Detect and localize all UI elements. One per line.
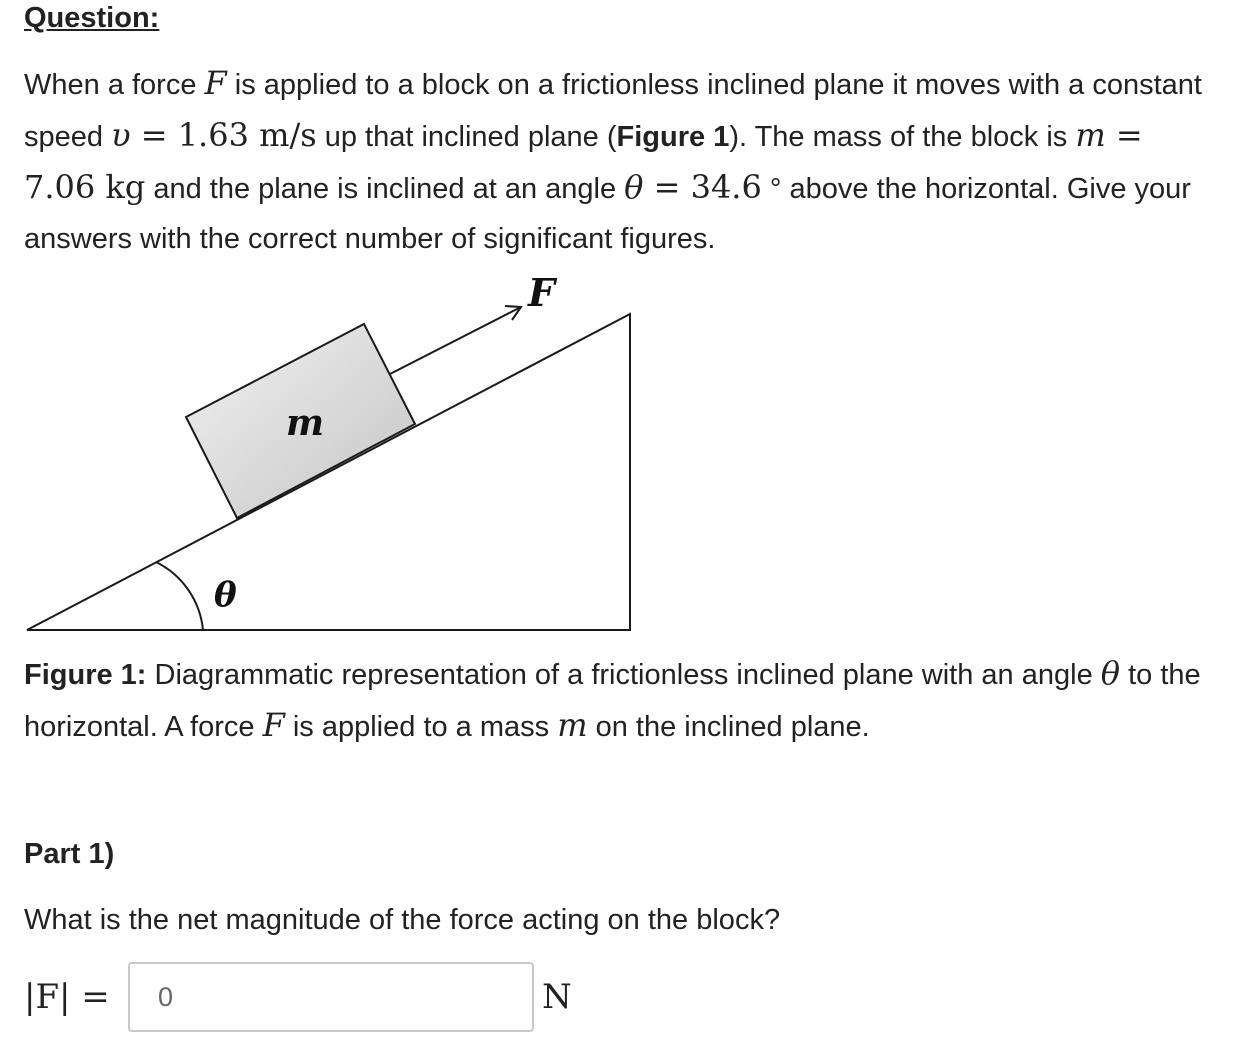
- force-line: [390, 307, 521, 374]
- figure-caption: Figure 1: Diagrammatic representation of a frictionless inclined plane with an angle θ to the horizontal. A force F is applied to a mass m on the inclined plane.: [24, 654, 1201, 744]
- var-speed: υ: [111, 116, 131, 154]
- angle-value: 34.6: [690, 168, 762, 206]
- angle-label: θ: [214, 575, 237, 615]
- mass-value: 7.06 kg: [24, 168, 146, 206]
- inclined-plane-figure: [0, 262, 660, 642]
- answer-label: |F| =: [24, 977, 110, 1017]
- question-text: When a force F is applied to a block on a frictionless inclined plane it moves with a constant speed υ = 1.63 m/s up that inclined plane (Figure 1). The mass of the block is m = 7.06 kg and the plane is inclined at an angle θ = 34.6 ° above the horizontal. Give your answers with the correct number of significant figures.: [24, 64, 1202, 255]
- var-mass: m: [1075, 116, 1106, 154]
- question-heading: Question:: [24, 2, 160, 34]
- speed-value: 1.63 m/s: [177, 116, 317, 154]
- answer-row: [24, 962, 724, 1034]
- var-force: F: [204, 64, 227, 102]
- caption-label: Figure 1:: [24, 659, 147, 691]
- figure-reference: Figure 1: [616, 121, 730, 153]
- var-angle: θ: [624, 168, 644, 206]
- part-1-question: What is the net magnitude of the force acting on the block?: [24, 904, 781, 936]
- answer-unit: N: [542, 977, 572, 1017]
- net-force-input[interactable]: [128, 962, 534, 1032]
- force-label: F: [528, 270, 555, 315]
- mass-label: m: [286, 402, 325, 444]
- part-1-title: Part 1): [24, 838, 115, 870]
- angle-arc: [156, 562, 203, 630]
- degree-symbol: °: [761, 173, 782, 205]
